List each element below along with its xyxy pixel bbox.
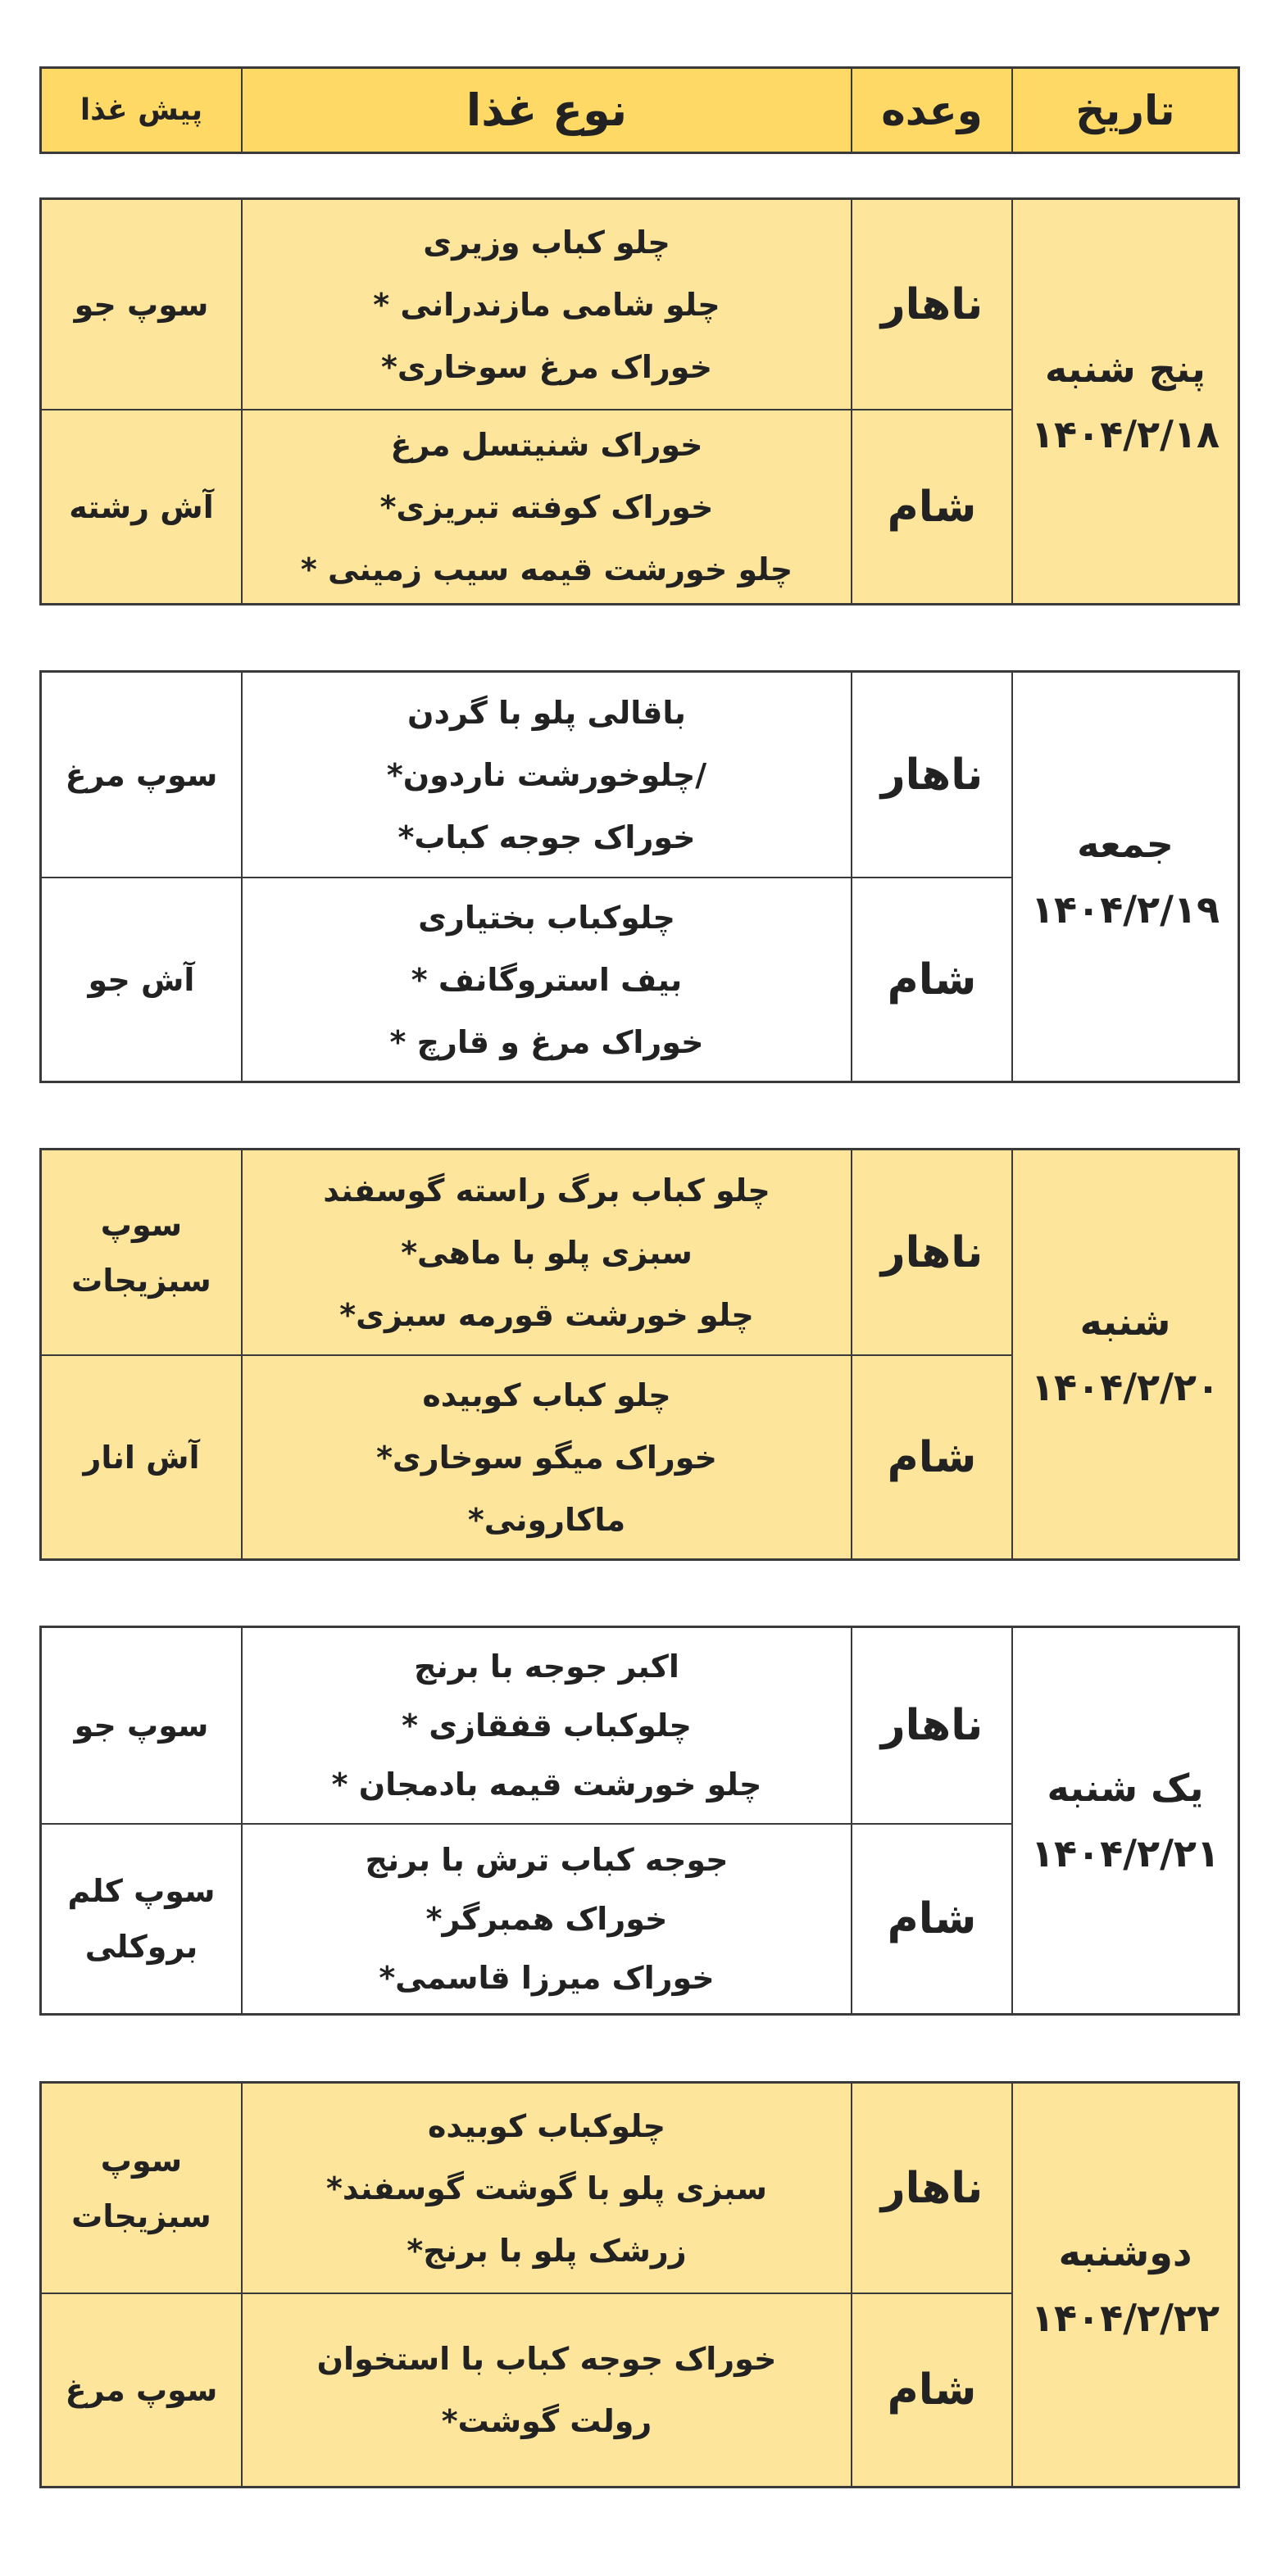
food-item: چلو کباب برگ راسته گوسفند bbox=[323, 1172, 770, 1209]
food-item: ماکارونی* bbox=[467, 1501, 626, 1538]
food-list bbox=[241, 2084, 851, 2293]
food-list bbox=[241, 200, 851, 409]
appetizer: سوپ مرغ bbox=[65, 756, 218, 793]
day-date: ۱۴۰۴/۲/۱۹ bbox=[1030, 887, 1220, 932]
day-table bbox=[39, 1626, 1240, 2016]
food-item: چلوکباب بختیاری bbox=[418, 899, 675, 936]
day-date: ۱۴۰۴/۲/۲۱ bbox=[1030, 1831, 1220, 1875]
day-name: شنبه bbox=[1079, 1299, 1171, 1344]
food-item: چلو شامی مازندرانی * bbox=[373, 286, 720, 323]
appetizer: آش انار bbox=[83, 1439, 200, 1476]
food-item: خوراک میرزا قاسمی* bbox=[379, 1960, 715, 1996]
meal-label: شام bbox=[851, 1825, 1011, 2013]
food-item: خوراک جوجه کباب با استخوان bbox=[316, 2341, 777, 2377]
food-list bbox=[241, 2294, 851, 2486]
appetizer: سوپ مرغ bbox=[65, 2372, 218, 2408]
food-item: زرشک پلو با برنج* bbox=[407, 2232, 687, 2269]
food-item: چلوکباب قفقازی * bbox=[402, 1708, 692, 1744]
day-date-cell bbox=[1011, 2084, 1238, 2486]
day-date-cell bbox=[1011, 1150, 1238, 1558]
appetizer: سوپ سبزیجات bbox=[71, 2142, 211, 2234]
dinner-row bbox=[42, 1823, 1011, 2013]
appetizer: سوپ جو bbox=[74, 286, 209, 323]
food-item: چلو کباب کوبیده bbox=[422, 1376, 671, 1413]
food-list bbox=[241, 1150, 851, 1354]
header-appetizer: پیش غذا bbox=[79, 93, 203, 127]
day-name: جمعه bbox=[1077, 822, 1174, 866]
food-item: سبزی پلو با ماهی* bbox=[401, 1234, 693, 1271]
lunch-row bbox=[42, 200, 1011, 409]
day-name: یک شنبه bbox=[1047, 1766, 1204, 1810]
appetizer: سوپ کلم بروکلی bbox=[67, 1873, 216, 1965]
food-item: چلو خورشت قیمه بادمجان * bbox=[331, 1766, 762, 1803]
food-item: خوراک مرغ سوخاری* bbox=[380, 348, 713, 385]
food-list bbox=[241, 1825, 851, 2013]
food-list bbox=[241, 1356, 851, 1558]
food-item: چلوکباب کوبیده bbox=[427, 2107, 666, 2144]
food-item: اکبر جوجه با برنج bbox=[414, 1649, 679, 1685]
day-table bbox=[39, 1148, 1240, 1561]
day-table bbox=[39, 670, 1240, 1083]
lunch-row bbox=[42, 2084, 1011, 2293]
food-item: خوراک مرغ و قارچ * bbox=[389, 1023, 704, 1060]
day-table bbox=[39, 2081, 1240, 2488]
food-item: خوراک همبرگر* bbox=[425, 1901, 668, 1937]
dinner-row bbox=[42, 409, 1011, 603]
day-date: ۱۴۰۴/۲/۲۰ bbox=[1030, 1365, 1220, 1409]
day-date-cell bbox=[1011, 1628, 1238, 2013]
day-name: پنج شنبه bbox=[1045, 347, 1206, 391]
dinner-row bbox=[42, 2293, 1011, 2486]
appetizer: آش رشته bbox=[69, 488, 214, 525]
lunch-row bbox=[42, 1628, 1011, 1823]
meal-label: شام bbox=[851, 410, 1011, 603]
dinner-row bbox=[42, 1354, 1011, 1558]
day-table bbox=[39, 197, 1240, 605]
food-list bbox=[241, 878, 851, 1081]
day-name: دوشنبه bbox=[1058, 2229, 1192, 2274]
meal-label: ناهار bbox=[851, 1150, 1011, 1354]
day-date-cell bbox=[1011, 673, 1238, 1081]
header-meal: وعده bbox=[851, 69, 1011, 152]
appetizer: آش جو bbox=[88, 961, 195, 998]
meal-label: ناهار bbox=[851, 673, 1011, 877]
meal-label: شام bbox=[851, 878, 1011, 1081]
meal-label: ناهار bbox=[851, 200, 1011, 409]
food-list bbox=[241, 673, 851, 877]
food-item: چلو خورشت قورمه سبزی* bbox=[339, 1296, 754, 1333]
food-item: چلو کباب وزیری bbox=[423, 224, 670, 261]
day-date: ۱۴۰۴/۲/۱۸ bbox=[1030, 412, 1220, 456]
header-food-type: نوع غذا bbox=[241, 69, 851, 152]
food-item: خوراک میگو سوخاری* bbox=[376, 1439, 717, 1476]
meal-label: ناهار bbox=[851, 1628, 1011, 1823]
food-item: رولت گوشت* bbox=[441, 2403, 652, 2439]
header-date: تاریخ bbox=[1011, 69, 1238, 152]
food-item: باقالی پلو با گردن bbox=[407, 694, 686, 731]
food-item: چلو خورشت قیمه سیب زمینی * bbox=[300, 551, 793, 587]
lunch-row bbox=[42, 673, 1011, 877]
appetizer: سوپ جو bbox=[74, 1708, 209, 1744]
appetizer: سوپ سبزیجات bbox=[71, 1206, 211, 1299]
dinner-row bbox=[42, 877, 1011, 1081]
meal-label: شام bbox=[851, 1356, 1011, 1558]
food-list bbox=[241, 1628, 851, 1823]
meal-label: شام bbox=[851, 2294, 1011, 2486]
food-item: خوراک جوجه کباب* bbox=[397, 819, 696, 855]
food-item: خوراک شنیتسل مرغ bbox=[390, 426, 703, 463]
food-item: سبزی پلو با گوشت گوسفند* bbox=[326, 2170, 767, 2206]
lunch-row bbox=[42, 1150, 1011, 1354]
day-date-cell bbox=[1011, 200, 1238, 603]
food-item: خوراک کوفته تبریزی* bbox=[379, 488, 714, 525]
food-list bbox=[241, 410, 851, 603]
food-item: بیف استروگانف * bbox=[411, 961, 683, 998]
menu-header-row bbox=[39, 66, 1240, 154]
meal-label: ناهار bbox=[851, 2084, 1011, 2293]
food-item: /چلوخورشت ناردون* bbox=[386, 756, 707, 793]
day-date: ۱۴۰۴/۲/۲۲ bbox=[1030, 2295, 1220, 2340]
food-item: جوجه کباب ترش با برنج bbox=[365, 1842, 729, 1878]
